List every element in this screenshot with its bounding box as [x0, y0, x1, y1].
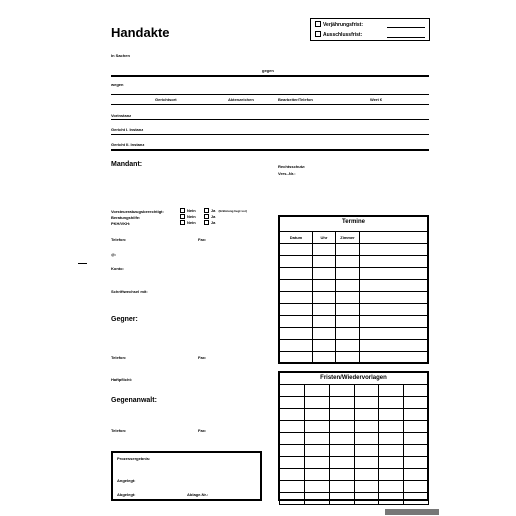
pkh-ja-label: Ja — [210, 220, 216, 225]
abgelegt-label: Abgelegt: — [117, 492, 136, 497]
table-row[interactable] — [280, 469, 429, 481]
table-row[interactable] — [280, 316, 429, 328]
table-row[interactable] — [280, 457, 429, 469]
table-row[interactable] — [280, 409, 429, 421]
termine-col-zimmer: Zimmer — [336, 232, 360, 244]
table-row[interactable] — [280, 481, 429, 493]
prozessergebnis-label: Prozessergebnis: — [117, 456, 151, 461]
in-sachen-label: In Sachen — [111, 53, 130, 58]
termine-col-uhr: Uhr — [313, 232, 336, 244]
columns-line — [111, 104, 429, 105]
verjaehrung-label: Verjährungsfrist: — [323, 22, 364, 28]
ausschluss-label: Ausschlussfrist: — [323, 32, 363, 38]
table-row[interactable] — [280, 493, 429, 505]
beratungshilfe-label: Beratungshilfe: — [111, 215, 141, 220]
fristen-title: Fristen/Wiedervorlagen — [320, 375, 387, 381]
mandant-fax-label: Fax: — [198, 237, 207, 242]
mandant-konto-label: Konto: — [111, 266, 124, 271]
col-gerichtsort: Gerichtsort — [155, 97, 177, 102]
beratungshilfe-nein-label: Nein — [187, 214, 196, 219]
table-row[interactable] — [280, 385, 429, 397]
beratungshilfe-nein-checkbox[interactable] — [180, 214, 185, 219]
ablage-label: Ablage-Nr.: — [187, 492, 209, 497]
page-title: Handakte — [111, 25, 170, 40]
mandant-at-label: @: — [111, 252, 117, 257]
gegner-heading: Gegner: — [111, 316, 138, 323]
vorsteuer-nein-checkbox[interactable] — [180, 208, 185, 213]
beratungshilfe-ja-checkbox[interactable] — [204, 214, 209, 219]
termine-header-row — [280, 232, 429, 244]
fold-mark — [78, 263, 87, 264]
pkh-label: PKH/VKH: — [111, 221, 131, 226]
fristen-table — [279, 384, 429, 505]
ausschluss-line — [387, 37, 425, 38]
table-row[interactable] — [280, 268, 429, 280]
mandant-heading: Mandant: — [111, 161, 143, 168]
table-row[interactable] — [280, 433, 429, 445]
table-row[interactable] — [280, 256, 429, 268]
pkh-nein-label: Nein — [187, 220, 196, 225]
verjaehrung-line — [387, 27, 425, 28]
gegen-label: gegen — [262, 68, 274, 73]
table-row[interactable] — [280, 445, 429, 457]
vorinstanz-label: Vorinstanz — [111, 113, 132, 118]
gegenanwalt-telefon-label: Telefon: — [111, 428, 127, 433]
table-row[interactable] — [280, 421, 429, 433]
vorsteuer-label: Vorsteuerabzugsberechtigt: — [111, 209, 164, 214]
gericht-1-line — [111, 134, 429, 135]
vorinstanz-line — [111, 119, 429, 120]
table-row[interactable] — [280, 244, 429, 256]
termine-table — [279, 231, 429, 364]
haftpflicht-label: Haftpflicht: — [111, 377, 133, 382]
vorsteuer-ja-label: Ja — [210, 208, 216, 213]
verjaehrung-checkbox[interactable] — [315, 21, 321, 27]
col-aktenzeichen: Aktenzeichen — [228, 97, 254, 102]
ausschluss-checkbox[interactable] — [315, 31, 321, 37]
vorsteuer-ja-checkbox[interactable] — [204, 208, 209, 213]
termine-col-datum: Datum — [280, 232, 313, 244]
gegenanwalt-fax-label: Fax: — [198, 428, 207, 433]
vorsteuer-nein-label: Nein — [187, 208, 196, 213]
gray-bar — [385, 509, 439, 515]
col-bearbeiter: Bearbeiter/Telefon — [278, 97, 313, 102]
wegen-label: wegen — [111, 82, 124, 87]
ausschluss-row — [315, 31, 362, 38]
versnr-label: Vers.-Nr.: — [278, 171, 296, 176]
gegner-fax-label: Fax: — [198, 355, 207, 360]
pkh-options — [180, 220, 215, 225]
table-row[interactable] — [280, 328, 429, 340]
beratungshilfe-options — [180, 214, 215, 219]
beratungshilfe-ja-label: Ja — [210, 214, 216, 219]
in-sachen-line — [111, 75, 429, 77]
schriftwechsel-label: Schriftwechsel mit: — [111, 289, 148, 294]
gericht-1-label: Gericht I. Instanz — [111, 127, 144, 132]
table-row[interactable] — [280, 304, 429, 316]
table-row[interactable] — [280, 352, 429, 364]
termine-title: Termine — [342, 219, 365, 225]
angelegt-label: Angelegt: — [117, 478, 136, 483]
rechtsschutz-label: Rechtsschutz: — [278, 164, 306, 169]
table-row[interactable] — [280, 340, 429, 352]
table-row[interactable] — [280, 280, 429, 292]
gegner-telefon-label: Telefon: — [111, 355, 127, 360]
col-wert: Wert € — [370, 97, 383, 102]
gericht-2-label: Gericht II. Instanz — [111, 142, 145, 147]
table-row[interactable] — [280, 397, 429, 409]
pkh-nein-checkbox[interactable] — [180, 220, 185, 225]
pkh-ja-checkbox[interactable] — [204, 220, 209, 225]
termine-col-blank — [360, 232, 429, 244]
wegen-line — [111, 94, 429, 95]
vorsteuer-ja-note: (Erklärung liegt vor) — [218, 209, 248, 213]
gegenanwalt-heading: Gegenanwalt: — [111, 397, 157, 404]
mandant-telefon-label: Telefon: — [111, 237, 127, 242]
verjaehrung-row — [315, 21, 363, 28]
gericht-2-line — [111, 149, 429, 151]
table-row[interactable] — [280, 292, 429, 304]
